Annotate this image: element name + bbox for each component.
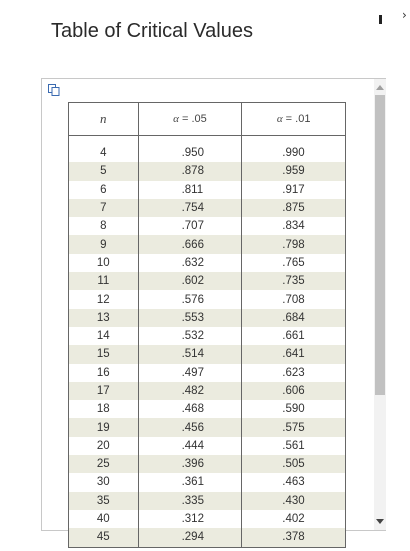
cell-alpha-01: .402: [242, 510, 346, 528]
cell-alpha-05: .294: [138, 528, 242, 547]
alpha-symbol: α: [173, 113, 179, 125]
table-row: [69, 418, 346, 436]
table-row: [69, 455, 346, 473]
cell-n: 8: [69, 217, 139, 235]
cell-n: 13: [69, 309, 139, 327]
cell-alpha-05: .312: [138, 510, 242, 528]
cell-alpha-05: .553: [138, 309, 242, 327]
cell-alpha-01: .708: [242, 290, 346, 308]
header-alpha-01-label: = .01: [282, 113, 311, 125]
table-header-row: [69, 103, 346, 136]
cell-n: 7: [69, 199, 139, 217]
cell-alpha-05: .666: [138, 235, 242, 253]
cell-alpha-01: .641: [242, 345, 346, 363]
cell-alpha-05: .444: [138, 437, 242, 455]
cell-alpha-05: .532: [138, 327, 242, 345]
cell-alpha-05: .602: [138, 272, 242, 290]
critical-values-panel: [41, 78, 386, 544]
table-row: [69, 235, 346, 253]
cell-n: 5: [69, 162, 139, 180]
table-row: [69, 345, 346, 363]
table-row: [69, 492, 346, 510]
header-alpha-05-label: = .05: [178, 113, 207, 125]
close-icon[interactable]: ›: [402, 8, 407, 22]
cell-alpha-01: .917: [242, 181, 346, 199]
cell-n: 15: [69, 345, 139, 363]
cell-alpha-05: .335: [138, 492, 242, 510]
cell-n: 40: [69, 510, 139, 528]
table-body: [69, 136, 346, 548]
cell-n: 35: [69, 492, 139, 510]
scroll-up-arrow-icon[interactable]: [376, 85, 384, 90]
minimize-icon[interactable]: [379, 15, 382, 24]
table-row: [69, 290, 346, 308]
table-row: [69, 437, 346, 455]
cell-alpha-01: .684: [242, 309, 346, 327]
cell-alpha-01: .834: [242, 217, 346, 235]
cell-alpha-05: .811: [138, 181, 242, 199]
alpha-symbol: α: [276, 113, 283, 125]
page-title: Table of Critical Values: [51, 20, 253, 42]
cell-alpha-01: .875: [242, 199, 346, 217]
cell-n: 9: [69, 235, 139, 253]
cell-n: 4: [69, 144, 139, 162]
table-row: [69, 382, 346, 400]
header-alpha-01: [242, 103, 346, 136]
cell-alpha-01: .798: [242, 235, 346, 253]
header-n: n: [69, 103, 139, 136]
cell-n: 18: [69, 400, 139, 418]
table-container: [68, 102, 374, 548]
cell-alpha-01: .606: [242, 382, 346, 400]
cell-alpha-05: .497: [138, 364, 242, 382]
vertical-scrollbar[interactable]: [374, 79, 386, 530]
cell-n: 12: [69, 290, 139, 308]
cell-alpha-05: .878: [138, 162, 242, 180]
cell-n: 17: [69, 382, 139, 400]
cell-alpha-05: .514: [138, 345, 242, 363]
cell-n: 11: [69, 272, 139, 290]
cell-alpha-01: .661: [242, 327, 346, 345]
cell-alpha-05: .950: [138, 144, 242, 162]
cell-n: 45: [69, 528, 139, 547]
cell-alpha-05: .576: [138, 290, 242, 308]
table-row: [69, 254, 346, 272]
cell-alpha-05: .468: [138, 400, 242, 418]
cell-alpha-05: .707: [138, 217, 242, 235]
table-row: [69, 199, 346, 217]
cell-n: 19: [69, 418, 139, 436]
cell-alpha-01: .575: [242, 418, 346, 436]
cell-alpha-01: .623: [242, 364, 346, 382]
table-row: [69, 272, 346, 290]
cell-alpha-01: .561: [242, 437, 346, 455]
cell-alpha-01: .959: [242, 162, 346, 180]
table-row: [69, 364, 346, 382]
table-row: [69, 309, 346, 327]
cell-alpha-01: .378: [242, 528, 346, 547]
scroll-down-arrow-icon[interactable]: [376, 519, 384, 524]
cell-n: 6: [69, 181, 139, 199]
cell-n: 16: [69, 364, 139, 382]
cell-alpha-05: .456: [138, 418, 242, 436]
cell-n: 25: [69, 455, 139, 473]
table-row: [69, 181, 346, 199]
table-row: [69, 144, 346, 162]
cell-alpha-05: .632: [138, 254, 242, 272]
cell-alpha-01: .463: [242, 473, 346, 491]
table-row: [69, 528, 346, 547]
cell-alpha-05: .361: [138, 473, 242, 491]
cell-alpha-01: .430: [242, 492, 346, 510]
cell-n: 30: [69, 473, 139, 491]
cell-alpha-01: .990: [242, 144, 346, 162]
cell-n: 20: [69, 437, 139, 455]
table-row: [69, 473, 346, 491]
table-row: [69, 162, 346, 180]
cell-alpha-05: .754: [138, 199, 242, 217]
critical-values-table: [68, 102, 346, 548]
table-spacer-row: [69, 136, 346, 145]
cell-alpha-01: .765: [242, 254, 346, 272]
scroll-thumb[interactable]: [375, 95, 385, 395]
copy-icon[interactable]: [48, 84, 60, 96]
cell-n: 14: [69, 327, 139, 345]
table-row: [69, 400, 346, 418]
table-row: [69, 510, 346, 528]
table-row: [69, 217, 346, 235]
table-row: [69, 327, 346, 345]
header-alpha-05: [138, 103, 242, 136]
cell-alpha-01: .505: [242, 455, 346, 473]
cell-alpha-01: .735: [242, 272, 346, 290]
cell-n: 10: [69, 254, 139, 272]
cell-alpha-01: .590: [242, 400, 346, 418]
cell-alpha-05: .396: [138, 455, 242, 473]
cell-alpha-05: .482: [138, 382, 242, 400]
